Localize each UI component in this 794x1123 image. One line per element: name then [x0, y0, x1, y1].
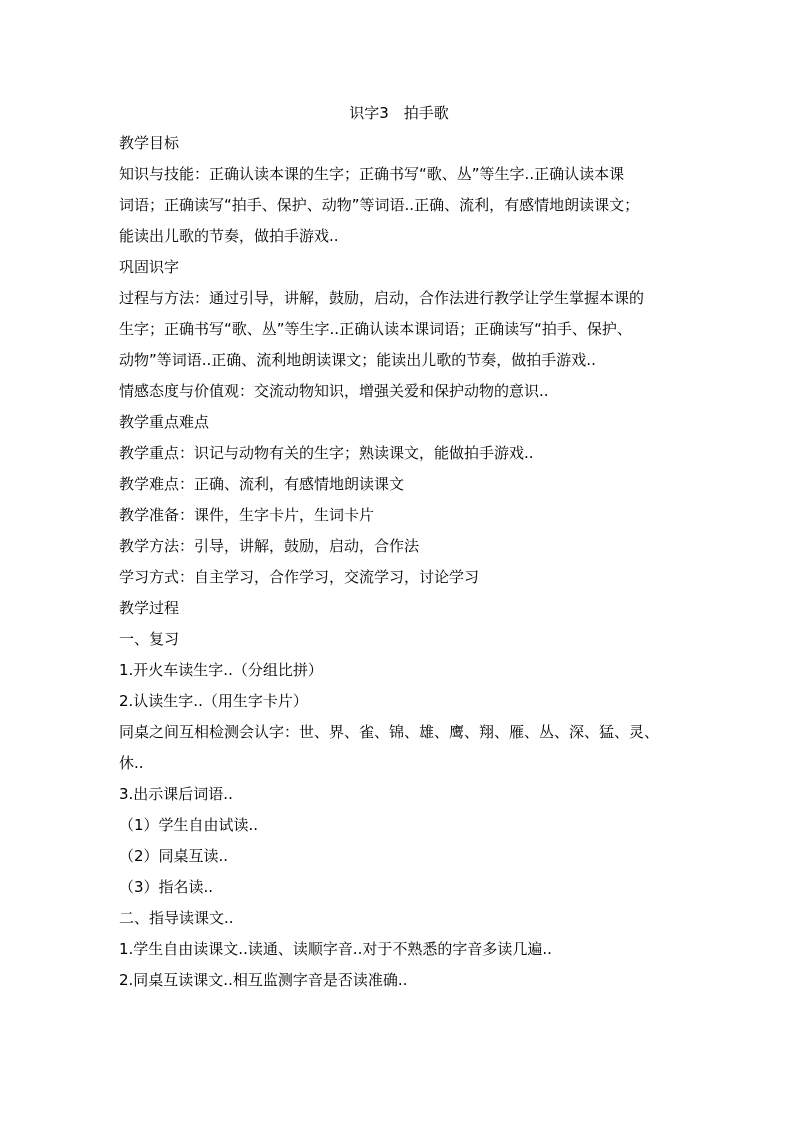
- text-line: 动物”等词语..正确、流利地朗读课文；能读出儿歌的节奏，做拍手游戏..: [119, 351, 596, 369]
- text-line: 学习方式：自主学习，合作学习，交流学习，讨论学习: [119, 568, 480, 586]
- text-line: 2.认读生字..（用生字卡片）: [119, 692, 308, 710]
- text-line: 同桌之间互相检测会认字：世、界、雀、锦、雄、鹰、翔、雁、丛、深、猛、灵、: [119, 723, 660, 741]
- document-body: [119, 128, 679, 996]
- text-line: 生字；正确书写“歌、丛”等生字..正确认读本课词语；正确读写“拍手、保护、: [119, 320, 632, 338]
- section-heading-key-points: 教学重点难点: [119, 413, 210, 431]
- text-line: 教学重点：识记与动物有关的生字；熟读课文，能做拍手游戏..: [119, 444, 534, 462]
- text-line: （1）学生自由试读..: [119, 816, 259, 834]
- text-line: 词语；正确读写“拍手、保护、动物”等词语..正确、流利，有感情地朗读课文；: [119, 196, 640, 214]
- text-line: 巩固识字: [119, 258, 180, 276]
- text-line: 过程与方法：通过引导，讲解，鼓励，启动，合作法进行教学让学生掌握本课的: [119, 289, 645, 307]
- text-line: 能读出儿歌的节奏，做拍手游戏..: [119, 227, 339, 245]
- text-line: 1.学生自由读课文..读通、读顺字音..对于不熟悉的字音多读几遍..: [119, 940, 552, 958]
- document-title: 识字3 拍手歌: [349, 104, 449, 122]
- text-line: 教学方法：引导，讲解，鼓励，启动，合作法: [119, 537, 420, 555]
- section-heading-teaching-process: 教学过程: [119, 599, 180, 617]
- text-line: 教学准备：课件，生字卡片，生词卡片: [119, 506, 375, 524]
- text-line: 1.开火车读生字..（分组比拼）: [119, 661, 323, 679]
- text-line: 一、复习: [119, 630, 180, 648]
- text-line: 知识与技能：正确认读本课的生字；正确书写“歌、丛”等生字..正确认读本课: [119, 165, 625, 183]
- text-line: 二、指导读课文..: [119, 909, 234, 927]
- text-line: 3.出示课后词语..: [119, 785, 233, 803]
- text-line: 情感态度与价值观：交流动物知识，增强关爱和保护动物的意识..: [119, 382, 549, 400]
- text-line: （2）同桌互读..: [119, 847, 229, 865]
- text-line: 教学难点：正确、流利，有感情地朗读课文: [119, 475, 405, 493]
- section-heading-teaching-goals: 教学目标: [119, 134, 180, 152]
- text-line: 休..: [119, 754, 144, 772]
- text-line: 2.同桌互读课文..相互监测字音是否读准确..: [119, 971, 408, 989]
- document-page: [119, 98, 679, 996]
- text-line: （3）指名读..: [119, 878, 214, 896]
